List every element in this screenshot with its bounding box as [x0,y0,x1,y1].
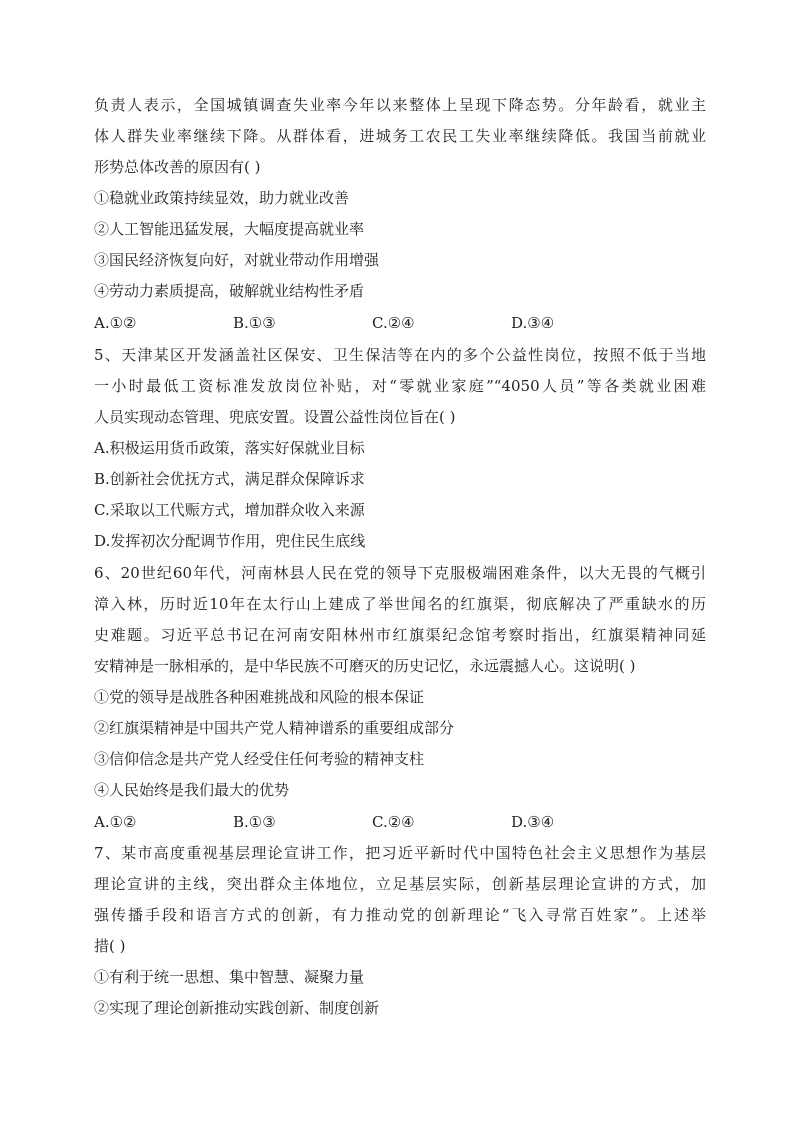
statement-3: ③信仰信念是共产党人经受住任何考验的精神支柱 [94,750,425,768]
stem-line: 体人群失业率继续下降。从群体看，进城务工农民工失业率继续降低。我国当前就业 [94,127,706,145]
statement-1: ①党的领导是战胜各种困难挑战和风险的根本保证 [94,688,425,706]
stem-line: 负责人表示，全国城镇调查失业率今年以来整体上呈现下降态势。分年龄看，就业主 [94,96,706,114]
statement-4: ④劳动力素质提高，破解就业结构性矛盾 [94,282,365,300]
stem-line: 人员实现动态管理、兜底安置。设置公益性岗位旨在( ) [94,408,456,426]
option-a: A.积极运用货币政策，落实好保就业目标 [94,439,365,457]
stem-line: 强传播手段和语言方式的创新，有力推动党的创新理论“飞入寻常百姓家”。上述举 [94,906,706,924]
choice-d: D.③④ [511,314,555,332]
choice-b: B.①③ [233,813,276,831]
stem-line: 理论宣讲的主线，突出群众主体地位，立足基层实际，创新基层理论宣讲的方式，加 [94,875,706,893]
stem-line: 5、天津某区开发涵盖社区保安、卫生保洁等在内的多个公益性岗位，按照不低于当地 [94,346,706,364]
question-7-stem [94,838,706,962]
stem-line: 措( ) [94,937,126,955]
statement-3: ③国民经济恢复向好，对就业带动作用增强 [94,251,380,269]
option-d: D.发挥初次分配调节作用，兜住民生底线 [94,532,366,550]
choice-d: D.③④ [511,813,555,831]
choice-c: C.②④ [372,813,415,831]
stem-line: 6、20世纪60年代，河南林县人民在党的领导下克服极端困难条件，以大无畏的气概引 [94,564,706,582]
statement-1: ①有利于统一思想、集中智慧、凝聚力量 [94,968,365,986]
stem-line: 史难题。习近平总书记在河南安阳林州市红旗渠纪念馆考察时指出，红旗渠精神同延 [94,626,706,644]
choice-c: C.②④ [372,314,415,332]
stem-line: 漳入林，历时近10年在太行山上建成了举世闻名的红旗渠，彻底解决了严重缺水的历 [94,595,706,613]
question-6-stem [94,558,706,682]
stem-line: 安精神是一脉相承的，是中华民族不可磨灭的历史记忆，永远震撼人心。这说明( ) [94,657,636,675]
option-b: B.创新社会优抚方式，满足群众保障诉求 [94,470,365,488]
option-c: C.采取以工代赈方式，增加群众收入来源 [94,501,365,519]
choice-b: B.①③ [233,314,276,332]
statement-1: ①稳就业政策持续显效，助力就业改善 [94,189,350,207]
stem-line: 形势总体改善的原因有( ) [94,158,261,176]
choice-a: A.①② [94,314,137,332]
question-4-stem [94,90,706,183]
choice-a: A.①② [94,813,137,831]
question-5-stem [94,340,706,433]
question-4-choices [94,308,706,339]
statement-2: ②人工智能迅猛发展，大幅度提高就业率 [94,220,365,238]
statement-4: ④人民始终是我们最大的优势 [94,781,290,799]
question-6-choices [94,807,706,838]
stem-line: 一小时最低工资标准发放岗位补贴，对“零就业家庭”“4050人员”等各类就业困难 [94,377,706,395]
stem-line: 7、某市高度重视基层理论宣讲工作，把习近平新时代中国特色社会主义思想作为基层 [94,844,706,862]
statement-2: ②红旗渠精神是中国共产党人精神谱系的重要组成部分 [94,719,455,737]
statement-2: ②实现了理论创新推动实践创新、制度创新 [94,999,380,1017]
